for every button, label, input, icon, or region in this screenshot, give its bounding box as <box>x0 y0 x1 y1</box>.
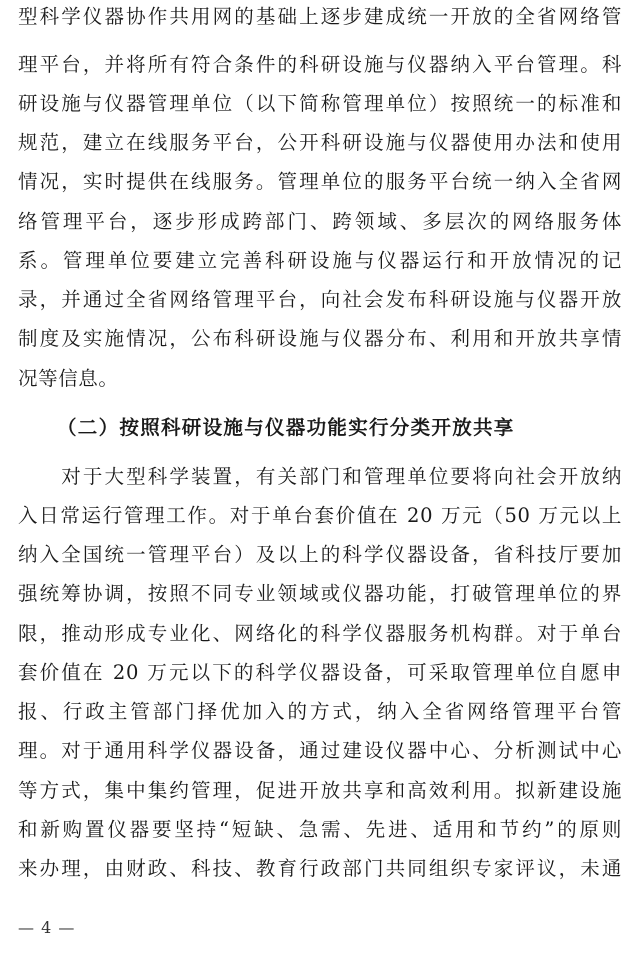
paragraph-1-line: 况等信息。 <box>18 367 119 390</box>
paragraph-2-line: 等方式，集中集约管理，促进开放共享和高效利用。拟新建设施 <box>18 779 622 802</box>
paragraph-1-line: 研设施与仪器管理单位（以下简称管理单位）按照统一的标准和 <box>18 92 622 115</box>
paragraph-2-line: 限，推动形成专业化、网络化的科学仪器服务机构群。对于单台 <box>18 622 622 645</box>
paragraph-1-line: 理平台，并将所有符合条件的科研设施与仪器纳入平台管理。科 <box>18 53 622 76</box>
paragraph-1-line: 规范，建立在线服务平台，公开科研设施与仪器使用办法和使用 <box>18 131 622 154</box>
paragraph-2-line: 和新购置仪器要坚持“短缺、急需、先进、适用和节约”的原则 <box>18 818 622 841</box>
paragraph-1-line: 情况，实时提供在线服务。管理单位的服务平台统一纳入全省网 <box>18 170 622 193</box>
paragraph-1-line: 络管理平台，逐步形成跨部门、跨领域、多层次的网络服务体 <box>18 210 622 233</box>
paragraph-2-line: 对于大型科学装置，有关部门和管理单位要将向社会开放纳 <box>18 465 622 488</box>
paragraph-2-line: 强统筹协调，按照不同专业领域或仪器功能，打破管理单位的界 <box>18 582 622 605</box>
paragraph-2-line: 入日常运行管理工作。对于单台套价值在 20 万元（50 万元以上 <box>18 504 622 527</box>
paragraph-1-line: 录，并通过全省网络管理平台，向社会发布科研设施与仪器开放 <box>18 288 622 311</box>
page-number: — 4 — <box>18 918 76 937</box>
paragraph-2-line: 来办理，由财政、科技、教育行政部门共同组织专家评议，未通 <box>18 857 622 880</box>
paragraph-2-line: 报、行政主管部门择优加入的方式，纳入全省网络管理平台管 <box>18 700 622 723</box>
paragraph-2-line: 理。对于通用科学仪器设备，通过建设仪器中心、分析测试中心 <box>18 739 622 762</box>
paragraph-1-line: 制度及实施情况，公布科研设施与仪器分布、利用和开放共享情 <box>18 327 622 350</box>
section-heading: （二）按照科研设施与仪器功能实行分类开放共享 <box>57 416 515 439</box>
paragraph-2-line: 纳入全国统一管理平台）及以上的科学仪器设备，省科技厅要加 <box>18 543 622 566</box>
paragraph-1-line: 型科学仪器协作共用网的基础上逐步建成统一开放的全省网络管 <box>18 5 622 28</box>
paragraph-2-line: 套价值在 20 万元以下的科学仪器设备，可采取管理单位自愿申 <box>18 661 622 684</box>
paragraph-1-line: 系。管理单位要建立完善科研设施与仪器运行和开放情况的记 <box>18 249 622 272</box>
